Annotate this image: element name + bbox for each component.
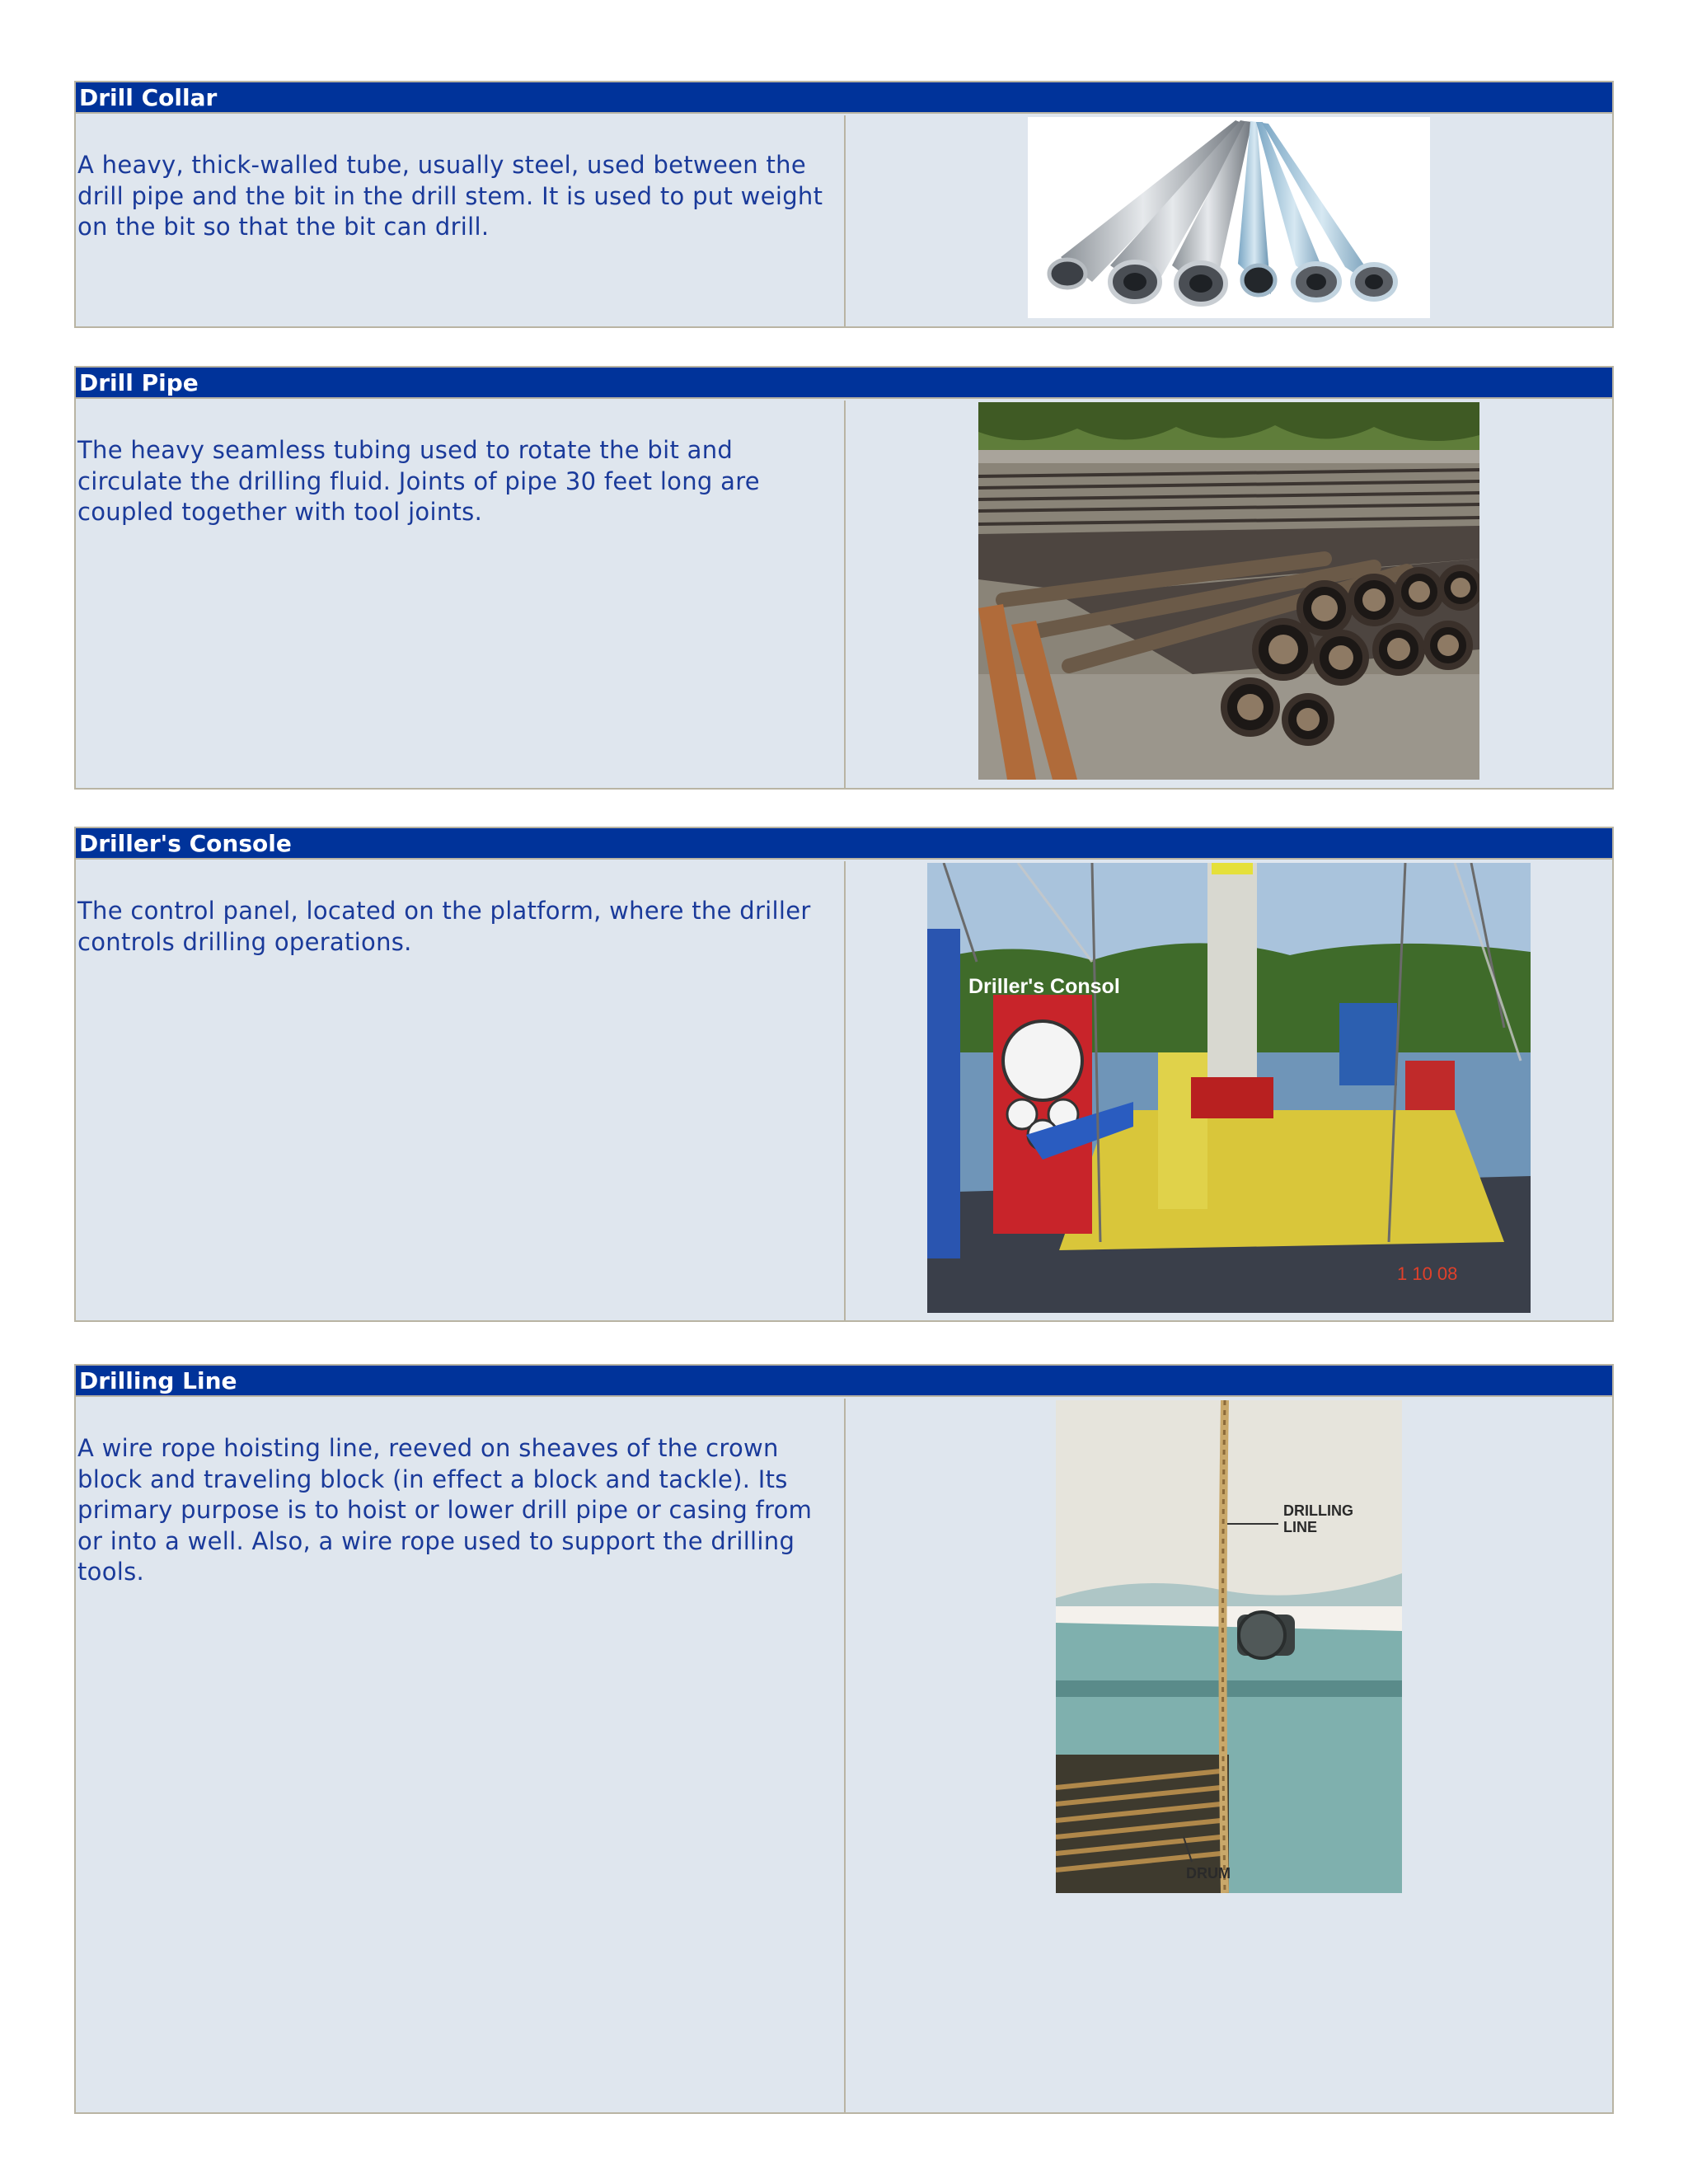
entry-title: Drill Collar [76, 82, 1612, 114]
label-line: LINE [1283, 1519, 1318, 1535]
entry-image-cell [846, 1399, 1612, 2112]
entry-drill-collar [74, 81, 1614, 328]
label-drilling: DRILLING [1283, 1502, 1353, 1519]
drillers-console-photo [927, 863, 1531, 1313]
entry-title: Drilling Line [76, 1366, 1612, 1397]
drilling-line-photo [1056, 1400, 1402, 1893]
photo-date-stamp: 1 10 08 [1397, 1263, 1458, 1284]
entry-title: Drill Pipe [76, 368, 1612, 399]
entry-drill-pipe [74, 366, 1614, 790]
entry-description: A heavy, thick-walled tube, usually steel, used between the drill pipe and the bit in the drill stem. It is used to put weight on the bit so that the bit can drill. [76, 115, 846, 326]
entry-drilling-line [74, 1364, 1614, 2114]
photo-caption: Driller's Consol [968, 975, 1120, 998]
entry-image-cell [846, 861, 1612, 1320]
entry-description: A wire rope hoisting line, reeved on sheaves of the crown block and traveling block (in effect a block and tackle). Its primary purpose is to hoist or lower drill pipe or casing from or into a well. Also, a wire rope used to support the drilling tools. [76, 1399, 846, 2112]
entry-title: Driller's Console [76, 828, 1612, 860]
label-drum: DRUM [1186, 1865, 1231, 1882]
entry-description: The control panel, located on the platform, where the driller controls drilling operations. [76, 861, 846, 1320]
entry-description: The heavy seamless tubing used to rotate the bit and circulate the drilling fluid. Joints of pipe 30 feet long are coupled together with tool joints. [76, 401, 846, 788]
drill-collars-photo [1028, 117, 1430, 318]
entry-image-cell [846, 115, 1612, 326]
entry-drillers-console [74, 827, 1614, 1322]
drill-pipe-rack-photo [978, 402, 1479, 780]
entry-image-cell [846, 401, 1612, 788]
